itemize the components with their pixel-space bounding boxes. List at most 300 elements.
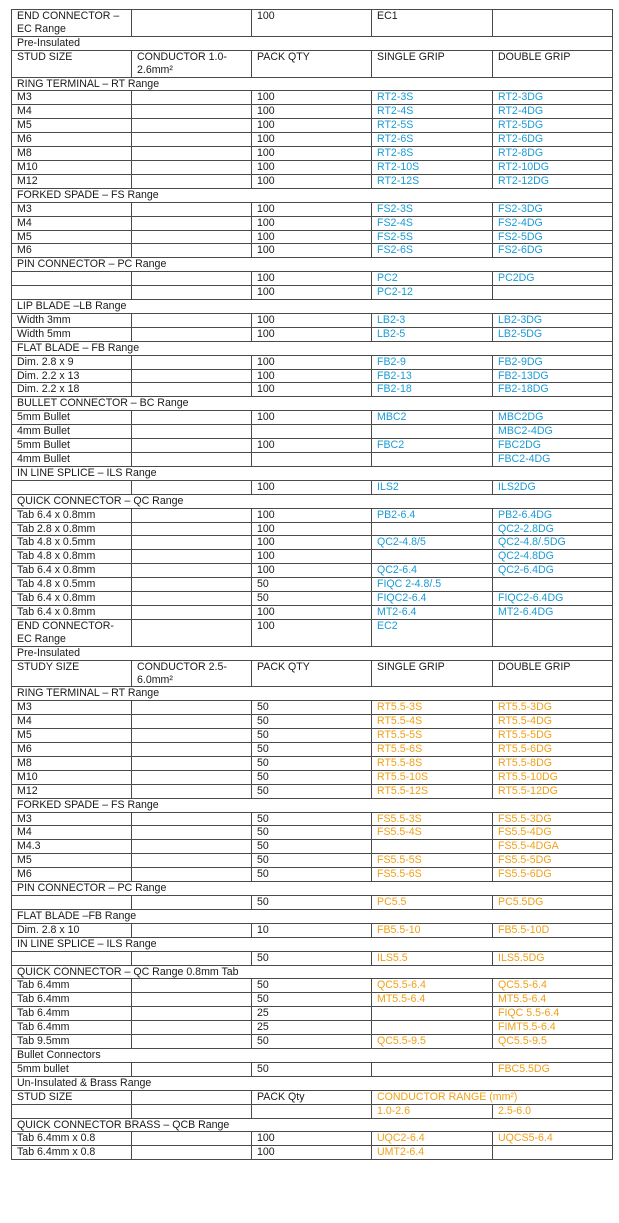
table-cell: 25 (252, 1007, 372, 1021)
table-cell (132, 756, 252, 770)
section-header-row (12, 397, 613, 411)
table-cell: FS5.5-4DG (493, 826, 613, 840)
table-cell (132, 868, 252, 882)
table-cell: ILS2 (372, 480, 493, 494)
table-row (12, 147, 613, 161)
table-cell: QC2-4.8/.5DG (493, 536, 613, 550)
table-row (12, 979, 613, 993)
table-row (12, 619, 613, 646)
table-cell: ILS5.5 (372, 951, 493, 965)
table-row (12, 578, 613, 592)
table-cell: FBC2-4DG (493, 453, 613, 467)
table-row (12, 1146, 613, 1160)
table-cell (132, 160, 252, 174)
table-cell (12, 951, 132, 965)
table-cell: 100 (252, 369, 372, 383)
table-cell: PC2DG (493, 272, 613, 286)
table-cell: RT2-12DG (493, 174, 613, 188)
table-cell: 100 (252, 147, 372, 161)
section-label: IN LINE SPLICE – ILS Range (12, 937, 613, 951)
table-cell (132, 826, 252, 840)
table-cell: STUD SIZE (12, 50, 132, 77)
table-cell: Dim. 2.8 x 10 (12, 923, 132, 937)
table-row (12, 91, 613, 105)
table-cell (132, 133, 252, 147)
table-cell (132, 729, 252, 743)
table-cell: FS2-4DG (493, 216, 613, 230)
table-cell: Dim. 2.8 x 9 (12, 355, 132, 369)
table-cell: FB2-18DG (493, 383, 613, 397)
table-cell: M8 (12, 756, 132, 770)
table-cell: EC2 (372, 619, 493, 646)
table-row (12, 951, 613, 965)
table-cell: M8 (12, 147, 132, 161)
table-cell: M4 (12, 216, 132, 230)
table-cell: 100 (252, 119, 372, 133)
table-cell (132, 812, 252, 826)
table-cell: LB2-3 (372, 313, 493, 327)
table-cell: FS5.5-6DG (493, 868, 613, 882)
table-cell (132, 439, 252, 453)
table-cell: DOUBLE GRIP (493, 660, 613, 687)
table-cell: RT5.5-5S (372, 729, 493, 743)
table-row (12, 592, 613, 606)
table-row (12, 480, 613, 494)
table-cell: Tab 4.8 x 0.8mm (12, 550, 132, 564)
section-label: RING TERMINAL – RT Range (12, 687, 613, 701)
table-cell: RT5.5-3DG (493, 701, 613, 715)
table-cell (12, 272, 132, 286)
table-cell: FB2-13 (372, 369, 493, 383)
table-row (12, 1062, 613, 1076)
table-row (12, 564, 613, 578)
table-cell: Tab 6.4mm (12, 979, 132, 993)
table-cell (132, 1007, 252, 1021)
table-row (12, 439, 613, 453)
table-cell: QC2-6.4 (372, 564, 493, 578)
table-row (12, 10, 613, 37)
table-row (12, 660, 613, 687)
table-cell: M4 (12, 826, 132, 840)
table-cell: FB5.5-10D (493, 923, 613, 937)
table-cell: QC2-2.8DG (493, 522, 613, 536)
table-cell: UQCS5-6.4 (493, 1132, 613, 1146)
table-cell (493, 286, 613, 300)
table-cell: M3 (12, 91, 132, 105)
table-cell (132, 216, 252, 230)
table-cell (132, 951, 252, 965)
table-cell: RT2-10S (372, 160, 493, 174)
table-cell (132, 10, 252, 37)
table-cell: RT2-6DG (493, 133, 613, 147)
table-cell: 50 (252, 756, 372, 770)
table-cell: UMT2-6.4 (372, 1146, 493, 1160)
table-cell: 100 (252, 605, 372, 619)
table-cell: FS2-5DG (493, 230, 613, 244)
section-header-row (12, 882, 613, 896)
table-cell: 50 (252, 770, 372, 784)
table-cell: SINGLE GRIP (372, 660, 493, 687)
table-cell (132, 784, 252, 798)
table-row (12, 812, 613, 826)
table-row (12, 923, 613, 937)
table-cell: 50 (252, 854, 372, 868)
table-cell (132, 383, 252, 397)
table-cell: RT2-3DG (493, 91, 613, 105)
table-cell: PACK QTY (252, 50, 372, 77)
table-cell (372, 550, 493, 564)
table-cell: 50 (252, 715, 372, 729)
table-cell: RT2-5DG (493, 119, 613, 133)
table-cell: PB2-6.4 (372, 508, 493, 522)
table-cell: 100 (252, 1146, 372, 1160)
table-cell: FS2-6DG (493, 244, 613, 258)
table-cell: RT2-10DG (493, 160, 613, 174)
table-cell: MT2-6.4DG (493, 605, 613, 619)
table-cell: FIMT5.5-6.4 (493, 1021, 613, 1035)
table-cell: 100 (252, 313, 372, 327)
table-cell: 100 (252, 244, 372, 258)
table-row (12, 313, 613, 327)
table-cell (252, 453, 372, 467)
table-row (12, 770, 613, 784)
table-cell: M12 (12, 784, 132, 798)
table-row (12, 1035, 613, 1049)
table-cell: 100 (252, 10, 372, 37)
table-cell: FIQC2-6.4DG (493, 592, 613, 606)
conductor-range-header: CONDUCTOR RANGE (mm²) (372, 1090, 613, 1104)
table-cell: ILS2DG (493, 480, 613, 494)
table-cell: Tab 6.4mm x 0.8 (12, 1132, 132, 1146)
table-cell: 100 (252, 272, 372, 286)
table-row (12, 896, 613, 910)
table-cell: 50 (252, 784, 372, 798)
table-cell: 10 (252, 923, 372, 937)
table-cell (372, 1007, 493, 1021)
table-cell: LB2-5 (372, 327, 493, 341)
table-cell (132, 327, 252, 341)
table-cell: 100 (252, 355, 372, 369)
table-cell: RT2-5S (372, 119, 493, 133)
table-cell: RT5.5-10DG (493, 770, 613, 784)
table-cell: Tab 6.4mm (12, 1021, 132, 1035)
table-cell: Dim. 2.2 x 18 (12, 383, 132, 397)
table-cell: FS2-6S (372, 244, 493, 258)
table-cell: RT2-6S (372, 133, 493, 147)
table-cell: PC2-12 (372, 286, 493, 300)
table-cell: 100 (252, 202, 372, 216)
table-cell (132, 923, 252, 937)
table-cell: LB2-3DG (493, 313, 613, 327)
table-cell (132, 230, 252, 244)
table-cell (132, 202, 252, 216)
table-row (12, 272, 613, 286)
section-label: RING TERMINAL – RT Range (12, 77, 613, 91)
table-cell: 50 (252, 840, 372, 854)
table-cell: 50 (252, 993, 372, 1007)
table-cell (132, 411, 252, 425)
table-cell: M6 (12, 743, 132, 757)
table-cell: M3 (12, 812, 132, 826)
table-row (12, 715, 613, 729)
table-cell: RT5.5-8S (372, 756, 493, 770)
table-cell (493, 619, 613, 646)
section-header-row (12, 258, 613, 272)
table-cell (132, 272, 252, 286)
table-row (12, 743, 613, 757)
product-range-table (11, 9, 613, 1160)
table-cell: FS5.5-4S (372, 826, 493, 840)
table-cell (493, 578, 613, 592)
table-cell: QC5.5-9.5 (372, 1035, 493, 1049)
table-cell: 50 (252, 868, 372, 882)
table-row (12, 756, 613, 770)
table-row (12, 244, 613, 258)
table-cell: 50 (252, 729, 372, 743)
table-cell (132, 244, 252, 258)
table-cell: RT2-12S (372, 174, 493, 188)
table-cell (132, 355, 252, 369)
table-cell (12, 896, 132, 910)
table-cell: M5 (12, 729, 132, 743)
table-cell: 50 (252, 951, 372, 965)
table-cell: M3 (12, 701, 132, 715)
table-row (12, 453, 613, 467)
table-cell (132, 313, 252, 327)
table-cell: END CONNECTOR –EC Range (12, 10, 132, 37)
section-header-row (12, 341, 613, 355)
table-row (12, 1007, 613, 1021)
table-cell (132, 286, 252, 300)
section-label: Bullet Connectors (12, 1048, 613, 1062)
table-cell (132, 743, 252, 757)
table-cell (132, 425, 252, 439)
table-cell: FIQC 2-4.8/.5 (372, 578, 493, 592)
table-row (12, 1021, 613, 1035)
table-cell: MT5.5-6.4 (493, 993, 613, 1007)
table-row (12, 216, 613, 230)
table-cell: FS5.5-4DGA (493, 840, 613, 854)
table-cell: 4mm Bullet (12, 453, 132, 467)
section-label: FLAT BLADE – FB Range (12, 341, 613, 355)
table-cell: QC5.5-6.4 (372, 979, 493, 993)
section-header-row (12, 937, 613, 951)
table-cell (132, 119, 252, 133)
table-cell: FS2-5S (372, 230, 493, 244)
table-cell: 50 (252, 896, 372, 910)
table-cell: FBC2DG (493, 439, 613, 453)
table-row (12, 854, 613, 868)
table-cell: 100 (252, 619, 372, 646)
table-cell: 50 (252, 701, 372, 715)
table-cell: 100 (252, 91, 372, 105)
table-row (12, 729, 613, 743)
table-cell: 100 (252, 522, 372, 536)
table-cell: 100 (252, 411, 372, 425)
table-row (12, 174, 613, 188)
table-cell (493, 10, 613, 37)
section-label: BULLET CONNECTOR – BC Range (12, 397, 613, 411)
table-cell (372, 522, 493, 536)
table-cell (132, 854, 252, 868)
table-cell: FS2-4S (372, 216, 493, 230)
table-row (12, 993, 613, 1007)
table-cell: 100 (252, 286, 372, 300)
product-range-body (12, 10, 613, 1160)
table-cell: QC5.5-9.5 (493, 1035, 613, 1049)
table-cell: 50 (252, 979, 372, 993)
table-row (12, 133, 613, 147)
table-cell: MBC2 (372, 411, 493, 425)
table-cell: Tab 4.8 x 0.5mm (12, 578, 132, 592)
table-cell: M10 (12, 770, 132, 784)
table-cell: FBC2 (372, 439, 493, 453)
table-cell: QC2-4.8DG (493, 550, 613, 564)
table-row (12, 355, 613, 369)
table-cell (132, 993, 252, 1007)
table-cell: 100 (252, 564, 372, 578)
table-cell: 100 (252, 383, 372, 397)
table-cell (132, 174, 252, 188)
section-label: Pre-Insulated (12, 646, 613, 660)
table-cell: SINGLE GRIP (372, 50, 493, 77)
section-header-row (12, 1076, 613, 1090)
section-label: QUICK CONNECTOR BRASS – QCB Range (12, 1118, 613, 1132)
table-cell (132, 508, 252, 522)
table-row (12, 826, 613, 840)
table-cell: FB2-18 (372, 383, 493, 397)
table-row (12, 383, 613, 397)
section-label: QUICK CONNECTOR – QC Range 0.8mm Tab (12, 965, 613, 979)
table-cell (132, 770, 252, 784)
table-row (12, 508, 613, 522)
table-cell: Tab 6.4mm (12, 993, 132, 1007)
table-cell (132, 701, 252, 715)
table-cell: 100 (252, 536, 372, 550)
table-cell (132, 1062, 252, 1076)
table-cell: FB2-9 (372, 355, 493, 369)
table-cell: CONDUCTOR 1.0-2.6mm² (132, 50, 252, 77)
table-cell (132, 1132, 252, 1146)
table-cell: Tab 6.4mm x 0.8 (12, 1146, 132, 1160)
table-row (12, 160, 613, 174)
table-cell: LB2-5DG (493, 327, 613, 341)
section-header-row (12, 188, 613, 202)
table-cell: CONDUCTOR 2.5-6.0mm² (132, 660, 252, 687)
table-row (12, 522, 613, 536)
table-cell: M5 (12, 119, 132, 133)
table-cell: Tab 9.5mm (12, 1035, 132, 1049)
table-cell: MBC2-4DG (493, 425, 613, 439)
table-cell: 50 (252, 592, 372, 606)
table-row (12, 701, 613, 715)
table-cell: RT5.5-4DG (493, 715, 613, 729)
section-header-row (12, 300, 613, 314)
table-cell: Tab 6.4 x 0.8mm (12, 605, 132, 619)
table-cell: DOUBLE GRIP (493, 50, 613, 77)
section-label: Un-Insulated & Brass Range (12, 1076, 613, 1090)
table-row (12, 230, 613, 244)
table-cell: 50 (252, 1035, 372, 1049)
table-cell: 5mm Bullet (12, 411, 132, 425)
table-cell: 100 (252, 550, 372, 564)
table-cell: FS5.5-3S (372, 812, 493, 826)
section-header-row (12, 798, 613, 812)
table-cell (132, 522, 252, 536)
table-cell: FS2-3DG (493, 202, 613, 216)
table-cell: M5 (12, 230, 132, 244)
section-label: QUICK CONNECTOR – QC Range (12, 494, 613, 508)
table-cell: 50 (252, 812, 372, 826)
table-cell: PACK QTY (252, 660, 372, 687)
table-cell (132, 564, 252, 578)
table-row (12, 868, 613, 882)
table-cell: 25 (252, 1021, 372, 1035)
table-cell: STUDY SIZE (12, 660, 132, 687)
table-cell: Tab 2.8 x 0.8mm (12, 522, 132, 536)
table-cell: PC5.5 (372, 896, 493, 910)
table-cell: FB2-13DG (493, 369, 613, 383)
table-cell (132, 1021, 252, 1035)
table-cell: RT2-4S (372, 105, 493, 119)
table-cell: 50 (252, 826, 372, 840)
table-cell: M6 (12, 133, 132, 147)
table-cell: 100 (252, 230, 372, 244)
table-row (12, 369, 613, 383)
table-cell: 50 (252, 578, 372, 592)
table-cell (132, 105, 252, 119)
table-cell: Width 5mm (12, 327, 132, 341)
table-cell: FBC5.5DG (493, 1062, 613, 1076)
table-row (12, 119, 613, 133)
table-cell: FIQC 5.5-6.4 (493, 1007, 613, 1021)
section-header-row (12, 494, 613, 508)
table-cell: PB2-6.4DG (493, 508, 613, 522)
table-cell: 50 (252, 743, 372, 757)
table-row (12, 105, 613, 119)
table-cell (252, 425, 372, 439)
table-cell: 1.0-2.6 (372, 1104, 493, 1118)
section-label: FORKED SPADE – FS Range (12, 798, 613, 812)
table-row (12, 327, 613, 341)
table-cell: ILS5.5DG (493, 951, 613, 965)
table-cell (132, 619, 252, 646)
table-cell (372, 1062, 493, 1076)
table-cell (132, 840, 252, 854)
table-cell: 100 (252, 160, 372, 174)
table-cell: 100 (252, 1132, 372, 1146)
table-cell: 100 (252, 105, 372, 119)
table-cell: RT2-4DG (493, 105, 613, 119)
table-row (12, 536, 613, 550)
table-cell: RT5.5-3S (372, 701, 493, 715)
table-cell: 50 (252, 1062, 372, 1076)
table-cell: M4.3 (12, 840, 132, 854)
table-cell: EC1 (372, 10, 493, 37)
section-header-row (12, 36, 613, 50)
table-cell: M6 (12, 244, 132, 258)
table-cell: M12 (12, 174, 132, 188)
table-cell: RT5.5-12DG (493, 784, 613, 798)
section-label: Pre-Insulated (12, 36, 613, 50)
section-header-row (12, 646, 613, 660)
table-row (12, 50, 613, 77)
table-cell: FB5.5-10 (372, 923, 493, 937)
section-label: PIN CONNECTOR – PC Range (12, 258, 613, 272)
table-row (12, 286, 613, 300)
table-cell: M4 (12, 105, 132, 119)
table-cell (132, 536, 252, 550)
